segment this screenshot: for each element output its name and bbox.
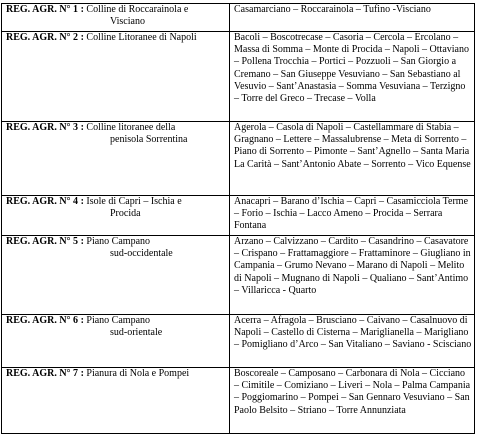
municipalities-cell: Anacapri – Barano d’Ischia – Capri – Casamicciola Terme – Forio – Ischia – Lacco Ameno – Procida – Serrara Fontana	[230, 196, 475, 236]
table-row	[2, 196, 475, 236]
region-code: REG. AGR. N° 6	[6, 315, 79, 326]
table-row	[2, 315, 475, 368]
region-name-line: Isole di Capri – Ischia e	[86, 196, 182, 207]
municipalities-cell: Casamarciano – Roccarainola – Tufino -Visciano	[230, 4, 475, 32]
region-code: REG. AGR. N° 4	[6, 196, 79, 207]
municipalities-cell: Arzano – Calvizzano – Cardito – Casandrino – Casavatore – Crispano – Frattamaggiore – Frattaminore – Giugliano in Campania – Grumo Nevano – Marano di Napoli – Melito di Napoli – Mugnano di Napoli – Qualiano – Sant’Antimo – Villaricca - Quarto	[230, 236, 475, 315]
region-name-line: Piano Campano	[86, 315, 151, 326]
region-name-line: Visciano	[110, 16, 145, 28]
region-cell: REG. AGR. N° 6 : Piano Campano sud-orientale	[2, 315, 230, 368]
region-cell: REG. AGR. N° 1 : Colline di Roccarainola e Visciano	[2, 4, 230, 32]
region-name-line: sud-orientale	[110, 327, 163, 339]
region-cell: REG. AGR. N° 3 : Colline litoranee della penisola Sorrentina	[2, 122, 230, 196]
region-code: REG. AGR. N° 7	[6, 368, 79, 379]
region-code: REG. AGR. N° 1	[6, 4, 79, 15]
municipalities-cell: Agerola – Casola di Napoli – Castellammare di Stabia – Gragnano – Lettere – Massalubrense – Meta di Sorrento – Piano di Sorrento – Pimonte – Sant’Agnello – Santa Maria La Carità – Sant’Antonio Abate – Sorrento – Vico Equense	[230, 122, 475, 196]
table-row	[2, 122, 475, 196]
region-code: REG. AGR. N° 5	[6, 236, 79, 247]
municipalities-cell: Bacoli – Boscotrecase – Casoria – Cercola – Ercolano – Massa di Somma – Monte di Procida – Napoli – Ottaviano – Pollena Trocchia – Portici – Pozzuoli – San Giorgio a Cremano – San Giuseppe Vesuviano – San Sebastiano al Vesuvio – Sant’Anastasia – Somma Vesuviana – Terzigno – Torre del Greco – Trecase – Volla	[230, 32, 475, 122]
region-code: REG. AGR. N° 3	[6, 122, 79, 133]
agricultural-regions-table	[1, 3, 475, 434]
region-name-line: Colline Litoranee di Napoli	[86, 32, 197, 43]
region-name-line: penisola Sorrentina	[110, 134, 188, 146]
table-row	[2, 368, 475, 434]
region-name-line: Procida	[110, 208, 141, 220]
region-cell: REG. AGR. N° 7 : Pianura di Nola e Pompei	[2, 368, 230, 434]
region-cell: REG. AGR. N° 5 : Piano Campano sud-occidentale	[2, 236, 230, 315]
table-row	[2, 32, 475, 122]
region-cell: REG. AGR. N° 4 : Isole di Capri – Ischia e Procida	[2, 196, 230, 236]
region-cell: REG. AGR. N° 2 : Colline Litoranee di Napoli	[2, 32, 230, 122]
region-code: REG. AGR. N° 2	[6, 32, 79, 43]
region-name-line: Colline litoranee della	[86, 122, 176, 133]
region-name-line: sud-occidentale	[110, 248, 173, 260]
region-name-line: Colline di Roccarainola e	[86, 4, 189, 15]
region-name-line: Pianura di Nola e Pompei	[86, 368, 190, 379]
region-name-line: Piano Campano	[86, 236, 151, 247]
municipalities-cell: Acerra – Afragola – Brusciano – Caivano – Casalnuovo di Napoli – Castello di Cisterna – Mariglianella – Marigliano – Pomigliano d’Arco – San Vitaliano – Saviano - Scisciano	[230, 315, 475, 368]
table-row	[2, 236, 475, 315]
municipalities-cell: Boscoreale – Camposano – Carbonara di Nola – Cicciano – Cimitile – Comiziano – Liveri – Nola – Palma Campania – Poggiomarino – Pompei – San Gennaro Vesuviano – San Paolo Belsito – Striano – Torre Annunziata	[230, 368, 475, 434]
table-row	[2, 4, 475, 32]
